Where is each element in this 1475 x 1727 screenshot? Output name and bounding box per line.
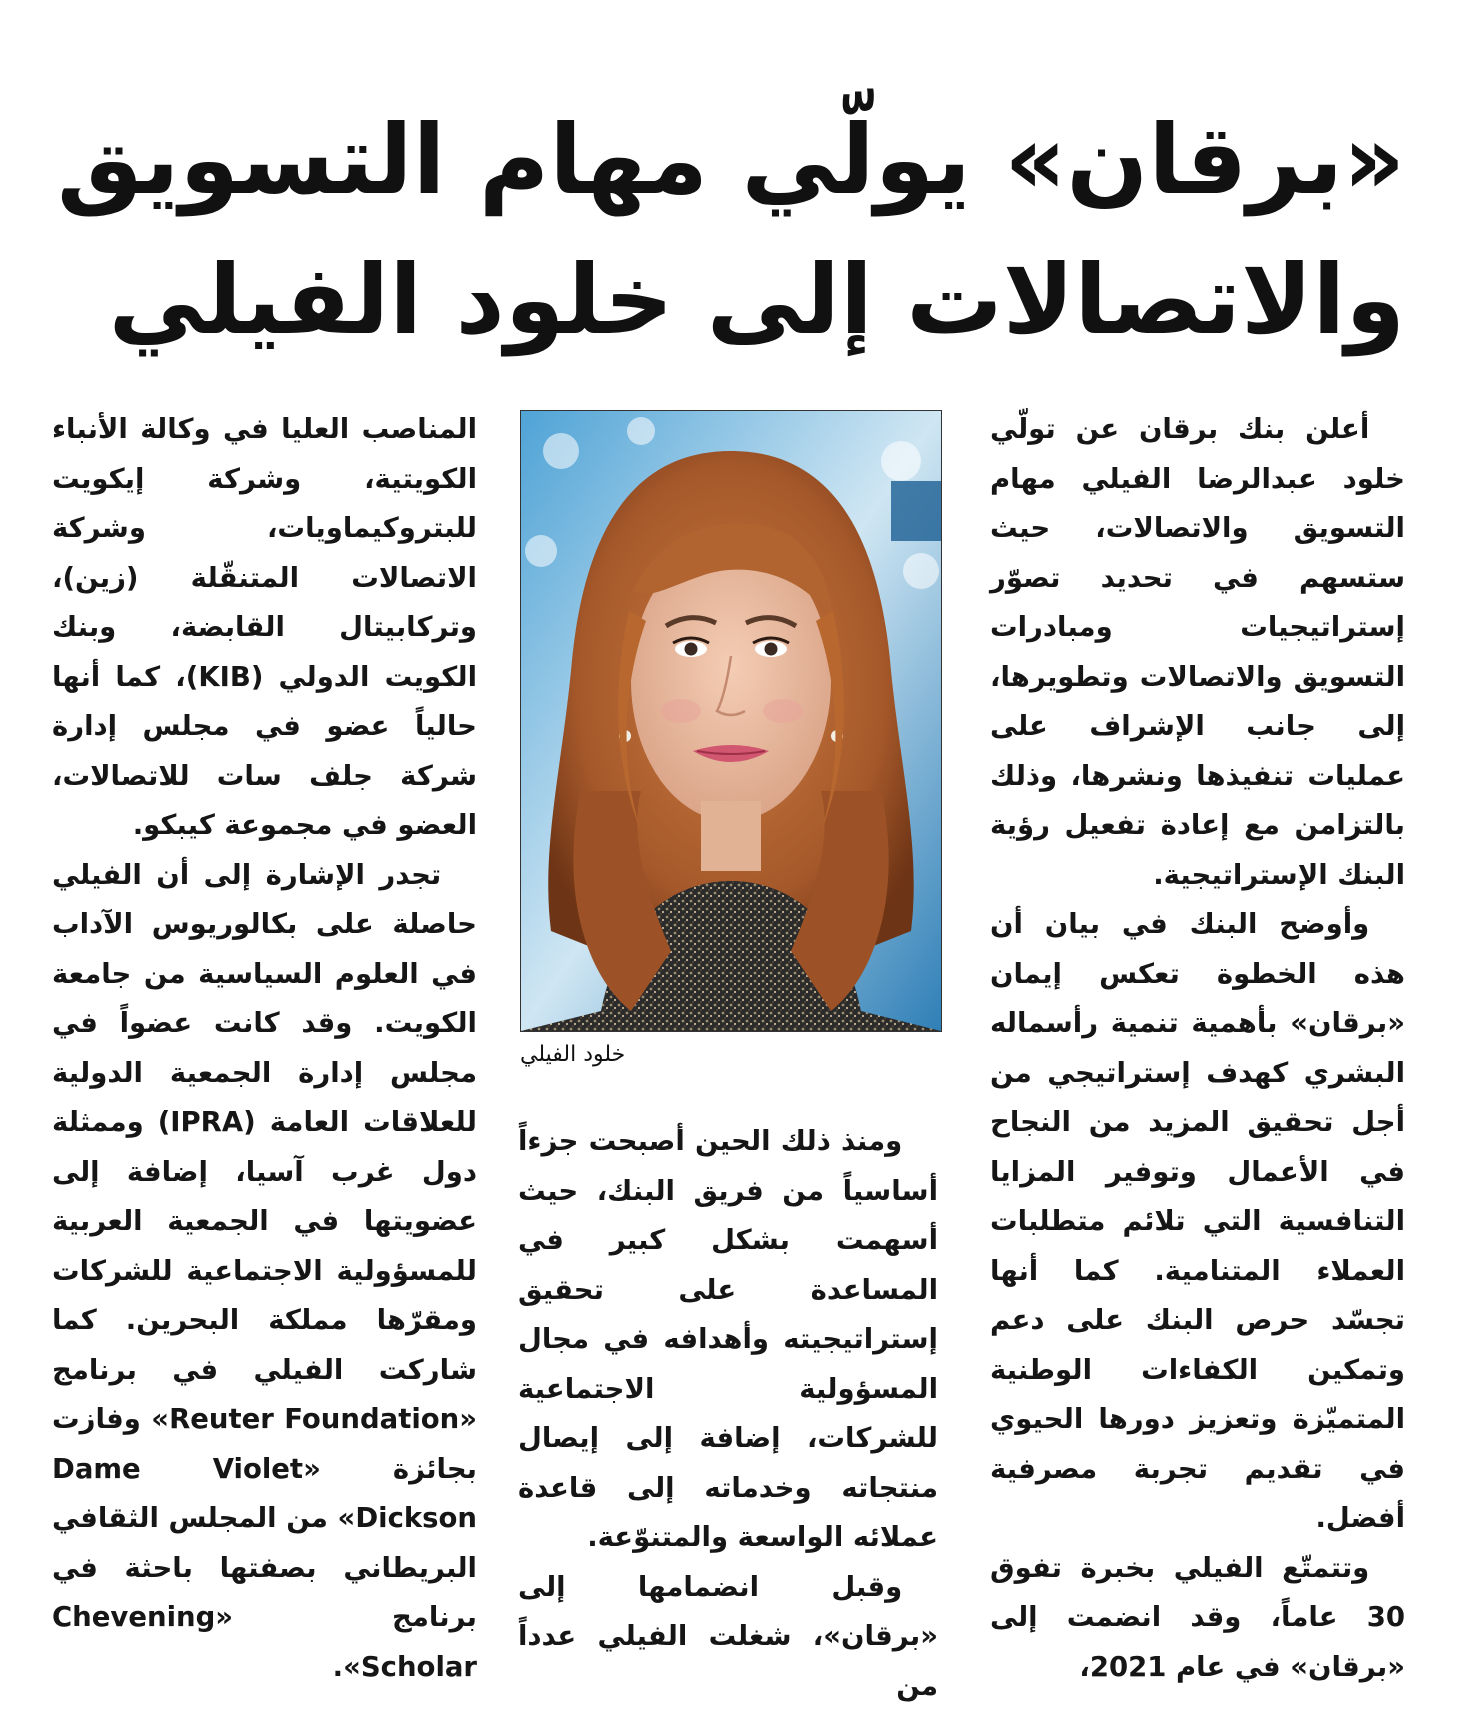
- paragraph-1: ومنذ ذلك الحين أصبحت جزءاً أساسياً من فريق البنك، حيث أسهمت بشكل كبير في المساعدة على تحقيق إستراتيجيته وأهدافه في مجال المسؤولية الاجتماعية للشركات، إضافة إلى إيصال منتجاته وخدماته إلى قاعدة عملائه الواسعة والمتنوّعة.: [518, 1125, 938, 1553]
- portrait-photo: [520, 410, 942, 1032]
- photo-caption: خلود الفيلي: [520, 1042, 626, 1067]
- headline-line-1: «برقان» يولّي مهام التسويق: [56, 104, 1405, 216]
- article-column-middle: [518, 1117, 938, 1711]
- paragraph-2: تجدر الإشارة إلى أن الفيلي حاصلة على بكالوريوس الآداب في العلوم السياسية من جامعة الكويت. وقد كانت عضواً في مجلس إدارة الجمعية الدولية للعلاقات العامة (IPRA) وممثلة دول غرب آسيا، إضافة إلى عضويتها في الجمعية العربية للمسؤولية الاجتماعية للشركات ومقرّها مملكة البحرين. كما شاركت الفيلي في برنامج «Reuter Foundation» وفازت بجائزة «Dame Violet Dickson» من المجلس الثقافي البريطاني بصفتها باحثة في برنامج «Chevening Scholar».: [52, 858, 477, 1683]
- paragraph-1: المناصب العليا في وكالة الأنباء الكويتية، وشركة إيكويت للبتروكيماويات، وشركة الاتصالات المتنقّلة (زين)، وتركابيتال القابضة، وبنك الكويت الدولي (KIB)، كما أنها حالياً عضو في مجلس إدارة شركة جلف سات للاتصالات، العضو في مجموعة كيبكو.: [52, 413, 477, 841]
- article-column-left: [52, 405, 477, 1692]
- headline-line-2: والاتصالات إلى خلود الفيلي: [108, 244, 1405, 356]
- paragraph-2: وقبل انضمامها إلى «برقان»، شغلت الفيلي عدداً من: [518, 1570, 938, 1702]
- paragraph-2: وأوضح البنك في بيان أن هذه الخطوة تعكس إيمان «برقان» بأهمية تنمية رأسماله البشري كهدف إستراتيجي من أجل تحقيق المزيد من النجاح في الأعمال وتوفير المزايا التنافسية التي تلائم متطلبات العملاء المتنامية. كما أنها تجسّد حرص البنك على دعم وتمكين الكفاءات الوطنية المتميّزة وتعزيز دورها الحيوي في تقديم تجربة مصرفية أفضل.: [990, 908, 1405, 1534]
- headline: [56, 90, 1405, 370]
- article-column-right: [990, 405, 1405, 1692]
- paragraph-1: أعلن بنك برقان عن تولّي خلود عبدالرضا الفيلي مهام التسويق والاتصالات، حيث ستسهم في تحديد تصوّر إستراتيجيات ومبادرات التسويق والاتصالات وتطويرها، إلى جانب الإشراف على عمليات تنفيذها ونشرها، وذلك بالتزامن مع إعادة تفعيل رؤية البنك الإستراتيجية.: [990, 413, 1405, 891]
- paragraph-3: وتتمتّع الفيلي بخبرة تفوق 30 عاماً، وقد انضمت إلى «برقان» في عام 2021،: [990, 1551, 1405, 1683]
